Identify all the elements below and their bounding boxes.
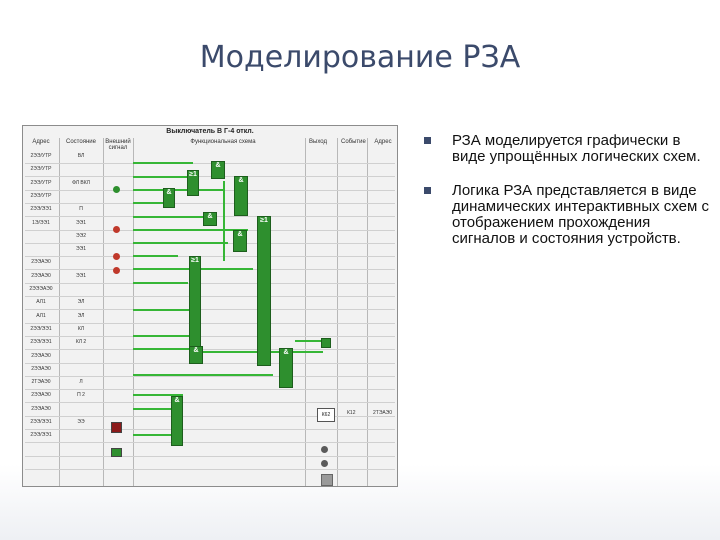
row-address: 1Э/ЭЭ1 xyxy=(32,219,50,226)
row-state: ЭЭ1 xyxy=(76,219,86,226)
and-gate[interactable]: & xyxy=(211,161,225,179)
scheme-row xyxy=(25,297,395,310)
row-state: П 2 xyxy=(77,392,85,399)
signal-line xyxy=(133,242,228,244)
row-address: 2ЭЭАЭ0 xyxy=(31,259,51,266)
signal-line xyxy=(133,348,193,350)
row-address: 2ЭЭАЭ0 xyxy=(31,365,51,372)
bullet-list xyxy=(420,133,710,265)
scheme-row xyxy=(25,311,395,324)
output-state: К12 xyxy=(347,410,356,416)
scheme-row xyxy=(25,164,395,177)
row-address: 2ЭЭ/ЭЭ1 xyxy=(30,432,52,439)
or-gate[interactable]: ≥1 xyxy=(189,256,201,356)
row-state: КЛ xyxy=(77,325,85,332)
row-address: 2ЭЭАЭ0 xyxy=(31,272,51,279)
and-gate[interactable]: & xyxy=(203,212,217,226)
signal-line xyxy=(133,335,193,337)
and-gate[interactable]: & xyxy=(171,396,183,446)
row-address: 2ЭЭ/УТР xyxy=(30,166,52,173)
lamp-icon[interactable] xyxy=(113,186,120,193)
row-address: 2ЭЭ/ЭЭ1 xyxy=(30,419,52,425)
signal-line xyxy=(133,255,178,257)
switch-toggle[interactable] xyxy=(111,422,122,433)
bullet-marker-icon xyxy=(424,137,431,144)
switch-toggle[interactable] xyxy=(111,448,122,457)
and-gate[interactable]: & xyxy=(233,230,247,252)
signal-line xyxy=(133,162,193,164)
row-state: П xyxy=(79,206,83,213)
signal-line xyxy=(133,374,273,376)
row-address: 2ЭЭ/ЭЭ1 xyxy=(30,339,52,346)
row-state: КЛ 2 xyxy=(75,339,87,346)
lamp-icon[interactable] xyxy=(113,226,120,233)
row-state: ВЛ xyxy=(77,153,85,159)
and-gate[interactable]: & xyxy=(234,176,248,216)
lamp-icon[interactable] xyxy=(113,253,120,260)
lamp-icon[interactable] xyxy=(321,446,328,453)
row-address: 2ЭЭАЭ0 xyxy=(31,352,51,359)
row-address: 2ЭЭ/УТР xyxy=(30,192,52,199)
status-square xyxy=(321,474,333,486)
scheme-row xyxy=(25,244,395,257)
col-head-output: Выход xyxy=(309,139,327,145)
signal-line xyxy=(133,229,248,231)
scheme-row xyxy=(25,337,395,350)
signal-line xyxy=(133,176,188,178)
signal-line xyxy=(133,189,223,191)
row-address: 2ЭЭАЭ0 xyxy=(31,405,51,412)
bullet-text: РЗА моделируется графически в виде упрощённых логических схем. xyxy=(452,132,701,165)
row-state: ЭЭ xyxy=(77,419,85,425)
row-address: 2ЭЭ/ЭЭ1 xyxy=(30,325,52,332)
row-address: 2ЭЭ/УТР xyxy=(30,153,52,159)
row-address: 2ЭЭЭАЭ0 xyxy=(29,286,53,292)
and-gate[interactable]: & xyxy=(163,188,175,208)
scheme-row xyxy=(25,271,395,284)
row-address: 2ЭЭ/УТР xyxy=(30,179,52,186)
scheme-row xyxy=(25,151,395,164)
or-gate[interactable]: ≥1 xyxy=(187,170,199,196)
bullet-item xyxy=(420,183,710,247)
row-state: Л xyxy=(79,379,83,386)
scheme-row xyxy=(25,417,395,430)
row-address: 2ЭЭ/ЭЭ1 xyxy=(30,206,52,213)
scheme-row xyxy=(25,444,395,457)
row-state: ЭЭ1 xyxy=(76,272,86,279)
lamp-icon[interactable] xyxy=(113,267,120,274)
row-address: АЛ1 xyxy=(36,299,46,306)
lamp-icon[interactable] xyxy=(321,460,328,467)
or-gate[interactable]: ≥1 xyxy=(257,216,271,366)
bullet-item xyxy=(420,133,710,165)
row-state: ЭЛ xyxy=(77,312,85,319)
signal-line xyxy=(133,309,193,311)
col-head-state: Состояние xyxy=(66,139,96,145)
output-address: 2ТЭАЭ0 xyxy=(373,410,393,416)
col-head-functional-scheme: Функциональная схема xyxy=(190,139,256,145)
scheme-row xyxy=(25,390,395,403)
signal-line xyxy=(133,216,203,218)
and-gate[interactable]: & xyxy=(279,348,293,388)
slide-title: Моделирование РЗА xyxy=(199,40,521,75)
signal-line xyxy=(133,434,173,436)
scheme-row xyxy=(25,191,395,204)
bullet-text: Логика РЗА представляется в виде динамических интерактивных схем с отображением прохождения сигналов и состояния устройств. xyxy=(452,182,709,247)
row-state: ЭЭ1 xyxy=(76,246,86,253)
signal-line xyxy=(133,282,188,284)
scheme-row xyxy=(25,377,395,390)
row-state: ЭЛ xyxy=(77,299,85,306)
row-address: 2ТЭАЭ0 xyxy=(31,379,51,386)
row-address: 2ЭЭАЭ0 xyxy=(31,392,51,399)
output-tag: К62 xyxy=(317,408,335,422)
row-state: ЭЭ2 xyxy=(76,232,86,239)
output-indicator xyxy=(321,338,331,348)
scheme-row xyxy=(25,457,395,470)
col-head-event: Событие xyxy=(341,139,366,145)
scheme-row xyxy=(25,324,395,337)
scheme-title: Выключатель В Г-4 откл. xyxy=(166,128,254,135)
col-head-external-signal: Внешний сигнал xyxy=(105,139,131,151)
row-state: ФЛ ВКЛ xyxy=(72,179,90,186)
logic-scheme-panel xyxy=(22,125,398,487)
and-gate[interactable]: & xyxy=(189,346,203,364)
row-divider xyxy=(25,469,395,470)
col-head-address-right: Адрес xyxy=(374,139,392,145)
row-address: АЛ1 xyxy=(36,312,46,319)
scheme-row xyxy=(25,404,395,417)
scheme-row xyxy=(25,430,395,443)
signal-line-vertical xyxy=(223,181,225,261)
col-head-address: Адрес xyxy=(32,139,50,145)
scheme-row xyxy=(25,284,395,297)
signal-line xyxy=(295,340,323,342)
bullet-marker-icon xyxy=(424,187,431,194)
